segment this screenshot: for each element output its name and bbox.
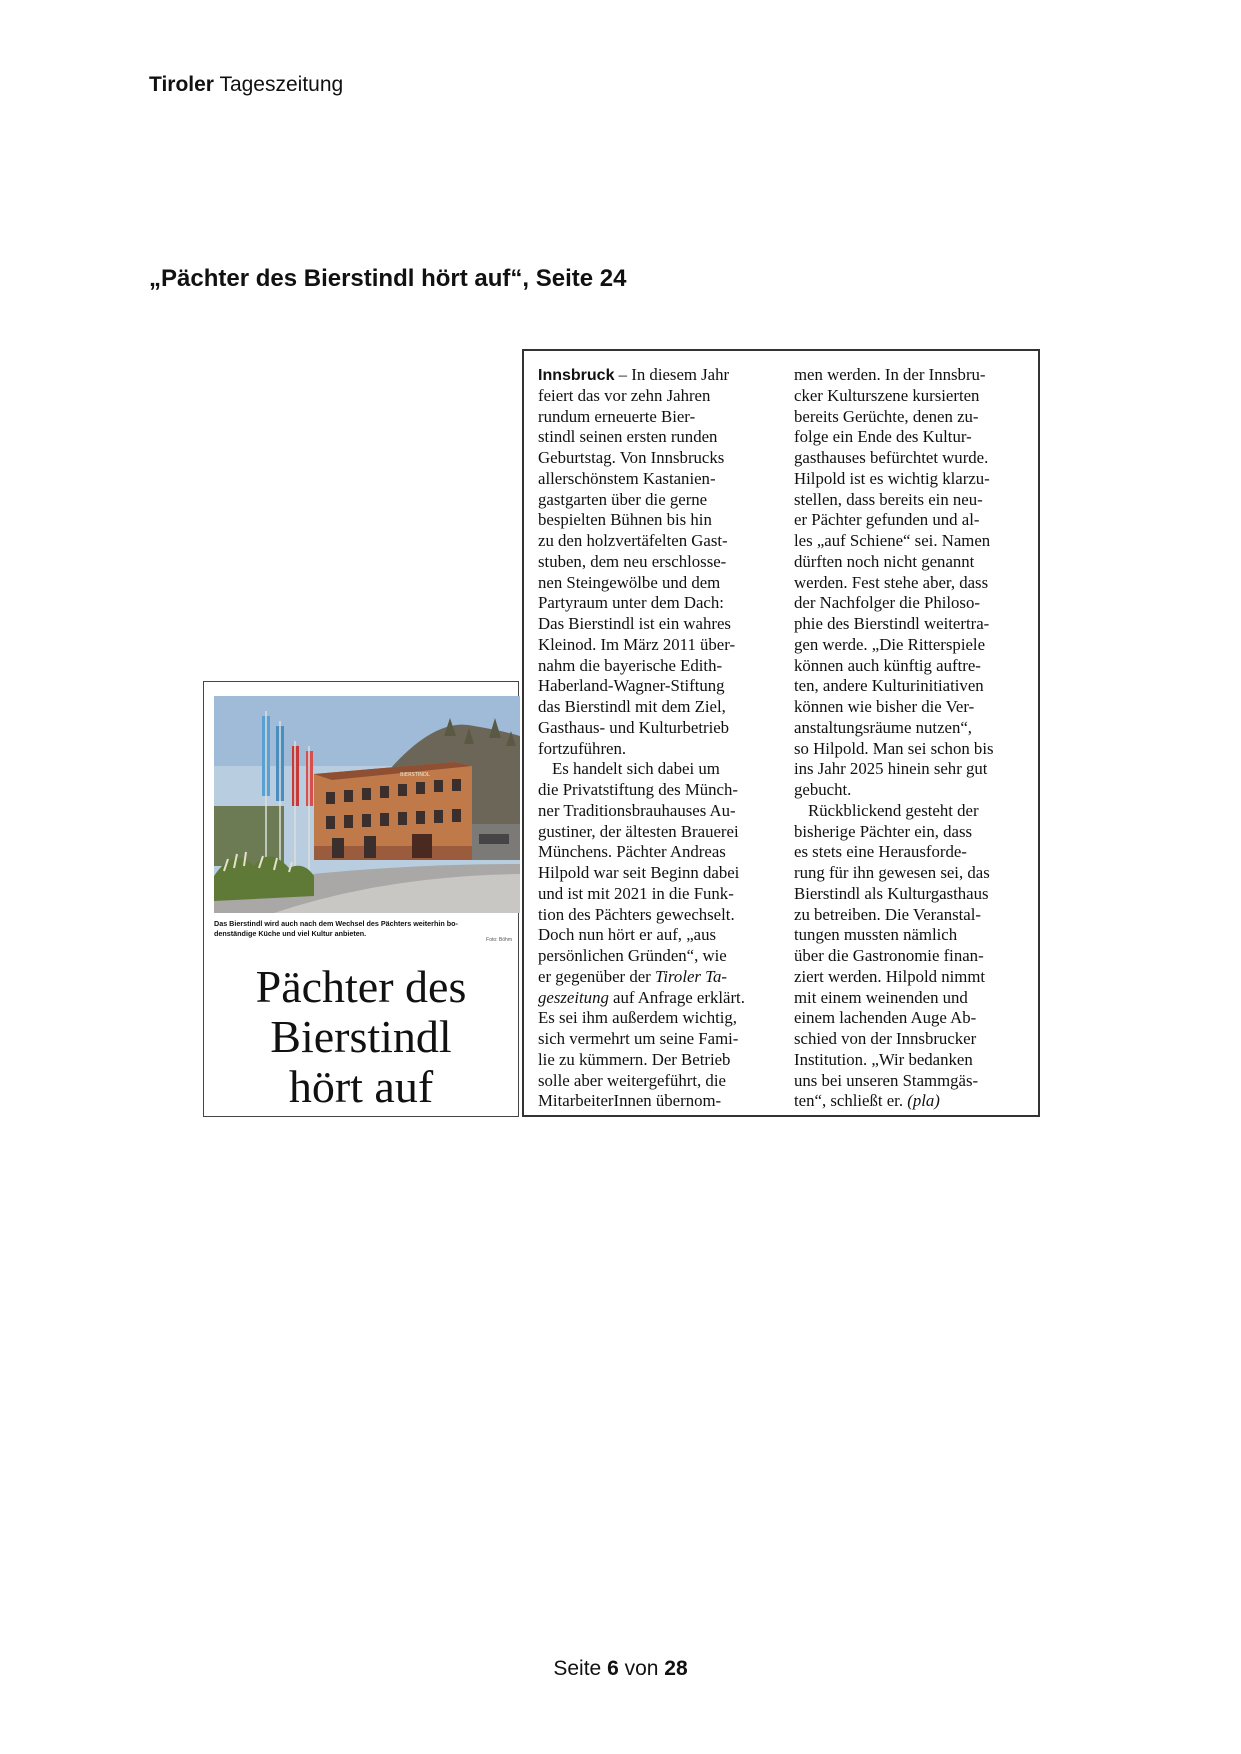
article-line: das Bierstindl mit dem Ziel, xyxy=(538,697,726,716)
page-of: von xyxy=(624,1657,659,1680)
article-line: Rückblickend gesteht der xyxy=(808,800,979,820)
article-column-2 xyxy=(794,365,1030,1112)
article-line: Hilpold ist es wichtig klarzu- xyxy=(794,468,990,488)
page-footer xyxy=(0,1657,1241,1681)
headline-line: hört auf xyxy=(288,1061,434,1112)
article-line xyxy=(538,967,774,988)
article-line: Hilpold war seit Beginn dabei xyxy=(538,863,740,882)
article-line xyxy=(794,1091,1030,1112)
article-line: schied von der Innsbrucker xyxy=(794,1029,977,1048)
article-line: gebucht. xyxy=(794,780,852,799)
article-line: Bierstindl als Kulturgasthaus xyxy=(794,883,989,903)
article-line: ins Jahr 2025 hinein sehr gut xyxy=(794,759,988,779)
bierstindl-photo xyxy=(214,696,520,913)
article-line: nen Steingewölbe und dem xyxy=(538,572,721,592)
article-line: bisherige Pächter ein, dass xyxy=(794,821,973,841)
newspaper-name: Tiroler Ta- xyxy=(654,966,727,986)
photo-caption xyxy=(214,919,514,939)
headline-line: Bierstindl xyxy=(270,1011,452,1062)
article-line: men werden. In der Innsbru- xyxy=(794,365,986,384)
article-line: ner Traditionsbrauhauses Au- xyxy=(538,800,736,820)
clipping-article-text xyxy=(522,349,1040,1117)
publication-name xyxy=(149,73,343,97)
article-line: zu den holzvertäfelten Gast- xyxy=(538,531,728,550)
article-line: Kleinod. Im März 2011 über- xyxy=(538,634,736,654)
article-line: er Pächter gefunden und al- xyxy=(794,510,980,530)
article-line: Partyraum unter dem Dach: xyxy=(538,593,724,613)
article-line: die Privatstiftung des Münch- xyxy=(538,780,738,799)
document-title: „Pächter des Bierstindl hört auf“, Seite 24 xyxy=(149,265,627,292)
article-line: Es sei ihm außerdem wichtig, xyxy=(538,1008,737,1028)
article-line: und ist mit 2021 in die Funk- xyxy=(538,883,734,903)
article-line: tungen mussten nämlich xyxy=(794,925,958,945)
headline-line: Pächter des xyxy=(255,961,467,1012)
article-line: persönlichen Gründen“, wie xyxy=(538,946,727,965)
article-line: es stets eine Herausforde- xyxy=(794,842,967,862)
photo-caption-line: denständige Küche und viel Kultur anbieten. xyxy=(214,929,367,938)
article-line: Institution. „Wir bedanken xyxy=(794,1049,973,1069)
article-line: Es handelt sich dabei um xyxy=(552,759,720,779)
article-line: les „auf Schiene“ sei. Namen xyxy=(794,531,991,550)
article-line: Münchens. Pächter Andreas xyxy=(538,842,726,862)
article-line: lie zu kümmern. Der Betrieb xyxy=(538,1049,731,1069)
article-line: allerschönstem Kastanien- xyxy=(538,468,716,488)
photo-caption-line: Das Bierstindl wird auch nach dem Wechsel des Pächters weiterhin bo- xyxy=(214,919,458,928)
article-line: Gasthaus- und Kulturbetrieb xyxy=(538,717,730,737)
article-line: werden. Fest stehe aber, dass xyxy=(794,572,989,592)
article-line-text: er gegenüber der xyxy=(538,966,651,986)
article-headline xyxy=(204,962,518,1112)
dateline: Innsbruck xyxy=(538,367,615,384)
article-line: ziert werden. Hilpold nimmt xyxy=(794,966,986,986)
article-line: Haberland-Wagner-Stiftung xyxy=(538,676,725,696)
article-line: feiert das vor zehn Jahren xyxy=(538,385,711,405)
publication-name-bold: Tiroler xyxy=(149,73,214,96)
article-line: bespielten Bühnen bis hin xyxy=(538,510,712,530)
article-line: fortzuführen. xyxy=(538,738,627,758)
article-line: anstaltungsräume nutzen“, xyxy=(794,717,973,737)
article-line: über die Gastronomie finan- xyxy=(794,946,984,965)
page-label: Seite xyxy=(553,1657,602,1680)
article-line: der Nachfolger die Philoso- xyxy=(794,593,980,613)
article-line: Doch nun hört er auf, „aus xyxy=(538,925,717,945)
article-column-1 xyxy=(538,365,774,1112)
article-line: Das Bierstindl ist ein wahres xyxy=(538,614,731,633)
article-line: stellen, dass bereits ein neu- xyxy=(794,489,983,509)
article-line: können wie bisher die Ver- xyxy=(794,697,975,716)
article-line xyxy=(538,988,774,1009)
article-line: bereits Gerüchte, denen zu- xyxy=(794,406,979,426)
article-line: uns bei unseren Stammgäs- xyxy=(794,1070,979,1090)
newspaper-name: geszeitung xyxy=(538,987,609,1007)
article-line: Geburtstag. Von Innsbrucks xyxy=(538,448,725,467)
article-line: so Hilpold. Man sei schon bis xyxy=(794,738,994,758)
clipping-photo-panel xyxy=(203,681,519,1117)
author-signature: (pla) xyxy=(907,1091,940,1111)
article-line: einem lachenden Auge Ab- xyxy=(794,1008,977,1028)
article-line: gustiner, der ältesten Brauerei xyxy=(538,821,739,841)
article-line: dürften noch nicht genannt xyxy=(794,551,975,571)
article-line: stuben, dem neu erschlosse- xyxy=(538,551,727,571)
article-line-text: ten“, schließt er. xyxy=(794,1091,908,1111)
article-line: stindl seinen ersten runden xyxy=(538,427,718,447)
article-line: ten, andere Kulturinitiativen xyxy=(794,676,984,696)
article-line xyxy=(538,365,774,386)
article-line: tion des Pächters gewechselt. xyxy=(538,904,735,924)
article-line: mit einem weinenden und xyxy=(794,987,968,1007)
article-line: rung für ihn gewesen sei, das xyxy=(794,863,990,882)
article-line-text: auf Anfrage erklärt. xyxy=(608,987,745,1007)
article-line: gastgarten über die gerne xyxy=(538,489,708,509)
article-line: solle aber weitergeführt, die xyxy=(538,1070,726,1090)
publication-name-rest: Tageszeitung xyxy=(219,73,344,96)
article-line: nahm die bayerische Edith- xyxy=(538,655,723,675)
page-total: 28 xyxy=(664,1657,688,1680)
article-line: können auch künftig auftre- xyxy=(794,655,981,675)
article-line-text: – In diesem Jahr xyxy=(614,365,730,384)
article-line: gasthauses befürchtet wurde. xyxy=(794,448,989,467)
article-line: MitarbeiterInnen übernom- xyxy=(538,1091,722,1111)
article-line: gen werde. „Die Ritterspiele xyxy=(794,634,986,654)
article-line: sich vermehrt um seine Fami- xyxy=(538,1029,739,1048)
article-line: zu betreiben. Die Veranstal- xyxy=(794,904,982,924)
building-sign: BIERSTINDL xyxy=(400,772,430,778)
article-line: rundum erneuerte Bier- xyxy=(538,406,696,426)
photo-credit: Foto: Böhm xyxy=(486,937,512,943)
article-line: folge ein Ende des Kultur- xyxy=(794,427,972,447)
page-number: 6 xyxy=(607,1657,619,1680)
article-line: cker Kulturszene kursierten xyxy=(794,385,980,405)
article-line: phie des Bierstindl weitertra- xyxy=(794,614,990,633)
